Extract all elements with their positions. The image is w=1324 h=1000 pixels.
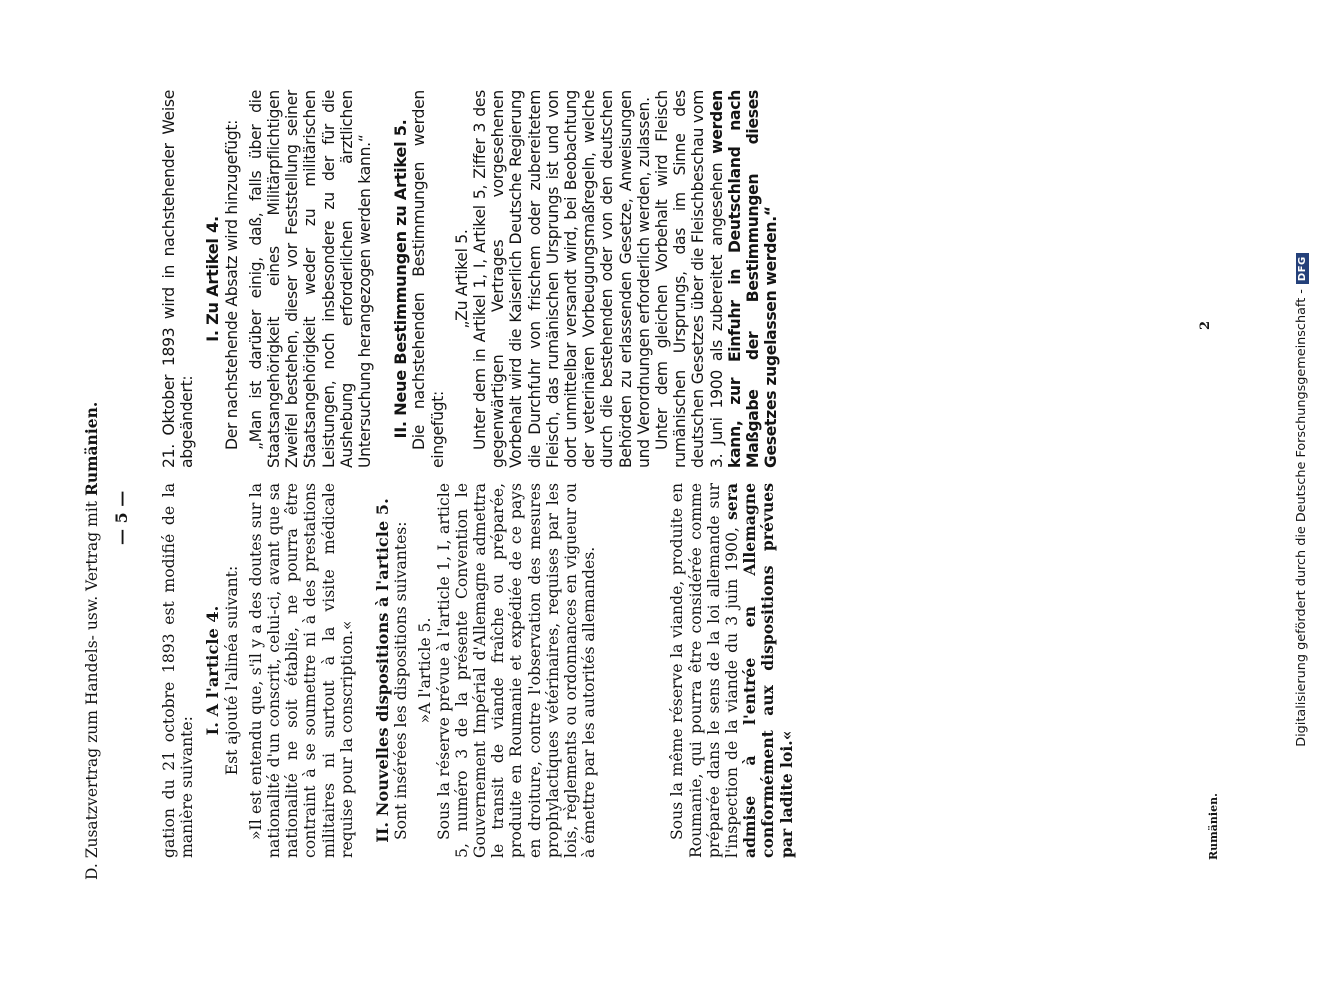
de-sec2-para1: Unter dem in Artikel 1, I, Artikel 5, Ziffer 3 des gegenwärtigen Vertrages vorgesehenen Vorbehalt wird die Kaiserlich Deutsche Regierung die Durchfuhr von frischem oder zubereitetem Fleisch, das rumänischen Ursprungs ist und von dort unmittelbar versandt wird, bei Beobachtung der veterinären Vorbeugungsmaßregeln, welche durch die bestehenden oder von den deutschen Behörden zu erlassenden Gesetze, Anweisungen und Verordnungen erforderlich werden, zulassen. [471, 90, 653, 468]
fr-sec2-para1: Sous la réserve prévue à l'article 1, I, article 5, numéro 3 de la présente Convention le Gouvernement Impérial d'Allemagne admettra le transit de viande fraîche ou préparée, produite en Roumanie et expédiée de ce pays en droiture, contre l'observation des mesures prophylactiques vétérinaires, requises par les lois, règlements ou ordonnances en vigueur ou à émettre par les autorités allemandes. [434, 483, 599, 858]
de-sec2-text: Die nachstehenden Bestimmungen werden eingefügt: [410, 90, 447, 468]
fr-sec2-para2b: sera admise à l'entrée en Allemagne conformément aux dispositions prévues par ladite loi.« [722, 483, 796, 858]
fr-sec2-heading: II. Nouvelles dispositions à l'article 5. [373, 498, 393, 843]
de-sec1-quote: „Man ist darüber einig, daß, falls über die Staatsangehörigkeit eines Militärpflichtigen Zweifel bestehen, dieser vor Feststellung seiner Staatsangehörigkeit weder zu militärischen Leistungen, noch insbesondere zu der für die Aushebung erforderlichen ärztlichen Untersuchung herangezogen werden kann.“ [246, 90, 375, 468]
de-sec2-para2 [653, 90, 780, 468]
de-sec2-para2b: werden kann, zur Einfuhr in Deutschland nach Maßgabe der Bestimmungen dieses Gesetzes zugelassen werden.“ [707, 90, 781, 468]
german-column [160, 90, 781, 468]
de-sec2-sub: „Zu Artikel 5. [452, 229, 471, 329]
de-sec1-text: Der nachstehende Absatz wird hinzugefügt: [222, 119, 241, 450]
sheet-number: 2 [1198, 320, 1213, 330]
page-number: — 5 — [112, 490, 131, 545]
credit-text: Digitalisierung gefördert durch die Deutsche Forschungsgemeinschaft - [1294, 289, 1309, 747]
de-sec2-para2a: Unter dem gleichen Vorbehalt wird Fleisch rumänischen Ursprungs, das im Sinne des deutschen Gesetzes über die Fleischbeschau vom 3. Juni 1900 als zubereitet angesehen [653, 90, 726, 468]
fr-sec2-para2 [668, 483, 795, 858]
fr-sec1-text: Est ajouté l'alinéa suivant: [222, 565, 241, 776]
de-intro: 21. Oktober 1893 wird in nachstehender Weise abgeändert: [160, 90, 197, 468]
french-column [160, 483, 796, 858]
fr-sec2-sub: »A l'article 5. [416, 617, 435, 724]
fr-sec1-heading: I. A l'article 4. [203, 605, 223, 736]
dfg-logo: DFG [1296, 253, 1309, 284]
digitization-credit [1294, 0, 1309, 1000]
running-title [82, 402, 101, 880]
fr-sec2-para2a: Sous la même réserve la viande, produite en Roumanie, qui pourra être considérée comme préparée dans le sens de la loi allemande sur l'inspection de la viande du 3 juin 1900, [668, 483, 742, 858]
fr-sec1-quote: »Il est entendu que, s'il y a des doutes sur la nationalité d'un conscrit, celui-ci, avant que sa nationalité ne soit établie, ne pourra être contraint à se soumettre ni à des prestations militaires ni surtout à la visite médicale requise pour la conscription.« [246, 483, 356, 858]
footer-signature: Rumänien. [1207, 793, 1220, 860]
running-title-text: D. Zusatzvertrag zum Handels- usw. Vertrag mit [83, 500, 101, 880]
de-sec2-heading: II. Neue Bestimmungen zu Artikel 5. [391, 119, 411, 439]
de-sec1-heading: I. Zu Artikel 4. [203, 216, 223, 342]
fr-sec2-text: Sont insérées les dispositions suivantes: [392, 521, 411, 840]
running-title-country: Rumänien. [82, 401, 101, 497]
fr-intro: gation du 21 octobre 1893 est modifié de la manière suivante: [160, 483, 197, 858]
